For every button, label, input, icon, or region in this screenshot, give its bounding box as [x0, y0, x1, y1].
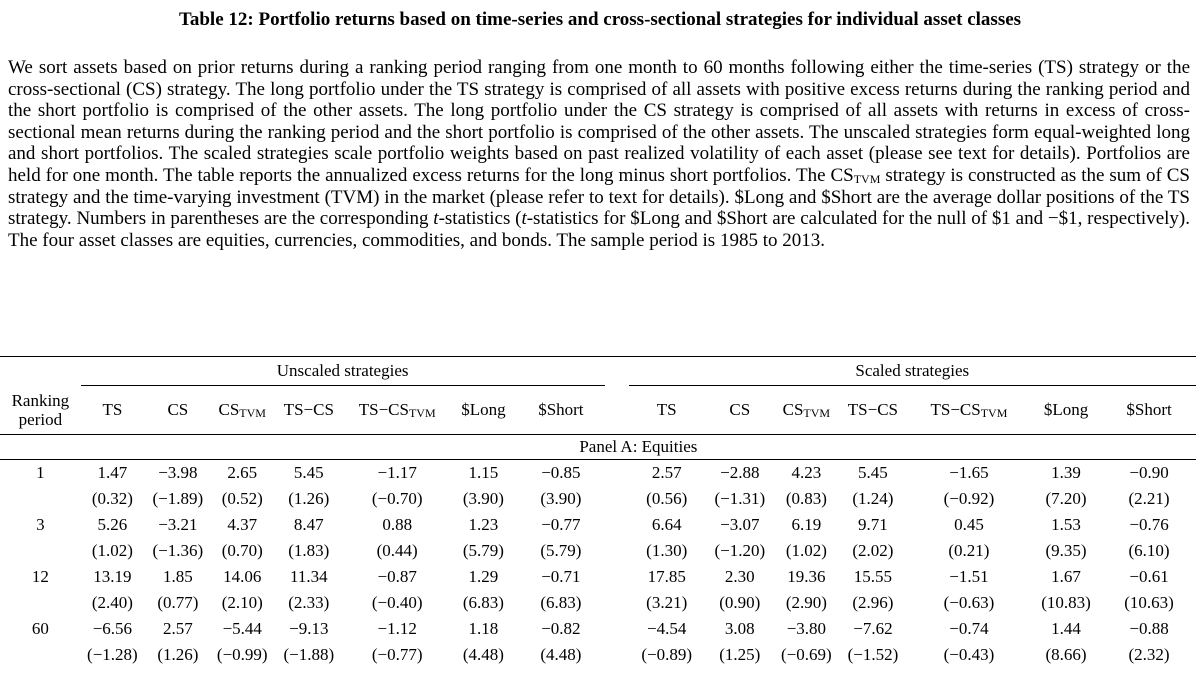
scaled-return-cell: −4.54	[647, 619, 687, 638]
scaled-tstat-cell: (2.02)	[852, 541, 894, 560]
col-cs: CS	[167, 400, 189, 419]
unscaled-tstat-cell: (1.26)	[288, 489, 330, 508]
unscaled-return-cell: 1.15	[468, 463, 499, 482]
col-short: $Short	[538, 400, 584, 419]
col-ts-scaled: TS	[656, 400, 677, 419]
scaled-tstat-cell: (−0.69)	[781, 645, 832, 664]
unscaled-return-cell: −9.13	[289, 619, 329, 638]
scaled-tstat-cell: (1.02)	[785, 541, 827, 560]
scaled-return-cell: 0.45	[954, 515, 984, 534]
scaled-return-cell: 5.45	[858, 463, 888, 482]
scaled-return-cell: 1.67	[1051, 567, 1081, 586]
unscaled-return-cell: −6.56	[92, 619, 133, 638]
ranking-period-header: Ranking period	[11, 390, 70, 429]
col-long: $Long	[461, 400, 506, 419]
panel-label: Panel A: Equities	[81, 435, 1196, 460]
unscaled-return-cell: 5.45	[293, 463, 324, 482]
unscaled-tstat-cell: (−1.28)	[87, 645, 138, 664]
scaled-tstat-cell: (−0.92)	[943, 489, 995, 508]
col-ts-cs-tvm-scaled: $TS-CS_{TVM}$	[930, 400, 1008, 420]
unscaled-tstat-cell: (1.26)	[157, 645, 199, 664]
scaled-return-cell: −7.62	[853, 619, 893, 638]
scaled-return-cell: 6.19	[791, 515, 822, 534]
scaled-return-cell: −2.88	[720, 463, 760, 482]
scaled-return-cell: 1.44	[1051, 619, 1081, 638]
scaled-return-cell: 2.30	[724, 567, 755, 586]
unscaled-tstat-cell: (0.52)	[221, 489, 263, 508]
unscaled-tstat-cell: (−1.88)	[283, 645, 335, 664]
unscaled-return-cell: −0.85	[541, 463, 581, 482]
scaled-tstat-cell: (9.35)	[1045, 541, 1087, 560]
group-unscaled: Unscaled strategies	[81, 357, 605, 386]
unscaled-tstat-cell: (2.40)	[91, 593, 133, 612]
scaled-return-cell: 6.64	[651, 515, 682, 534]
table-row-tstat	[0, 590, 1196, 616]
scaled-return-cell: 4.23	[791, 463, 822, 482]
unscaled-tstat-cell: (−0.77)	[371, 645, 423, 664]
scaled-tstat-cell: (−1.52)	[847, 645, 899, 664]
col-short-scaled: $Short	[1126, 400, 1172, 419]
unscaled-tstat-cell: (4.48)	[462, 645, 504, 664]
scaled-tstat-cell: (8.66)	[1045, 645, 1087, 664]
unscaled-return-cell: −3.21	[158, 515, 198, 534]
scaled-return-cell: −3.07	[720, 515, 760, 534]
unscaled-return-cell: −1.12	[377, 619, 417, 638]
scaled-return-cell: 17.85	[647, 567, 686, 586]
unscaled-tstat-cell: (4.48)	[540, 645, 582, 664]
unscaled-tstat-cell: (0.44)	[376, 541, 418, 560]
scaled-tstat-cell: (−1.20)	[714, 541, 766, 560]
scaled-return-cell: 19.36	[787, 567, 826, 586]
unscaled-tstat-cell: (3.90)	[462, 489, 504, 508]
unscaled-return-cell: 5.26	[97, 515, 128, 534]
unscaled-tstat-cell: (5.79)	[540, 541, 582, 560]
scaled-return-cell: −0.90	[1129, 463, 1169, 482]
unscaled-tstat-cell: (1.83)	[288, 541, 330, 560]
scaled-tstat-cell: (0.90)	[719, 593, 761, 612]
table-caption	[8, 57, 1190, 251]
scaled-return-cell: 9.71	[858, 515, 888, 534]
unscaled-tstat-cell: (0.32)	[91, 489, 133, 508]
scaled-tstat-cell: (10.83)	[1041, 593, 1091, 612]
unscaled-tstat-cell: (−1.36)	[152, 541, 204, 560]
scaled-return-cell: −1.65	[949, 463, 989, 482]
unscaled-return-cell: 2.65	[227, 463, 258, 482]
scaled-tstat-cell: (1.30)	[646, 541, 688, 560]
scaled-tstat-cell: (0.83)	[785, 489, 827, 508]
unscaled-tstat-cell: (2.10)	[221, 593, 263, 612]
unscaled-tstat-cell: (−0.40)	[371, 593, 423, 612]
unscaled-return-cell: 13.19	[93, 567, 132, 586]
unscaled-return-cell: −1.17	[377, 463, 417, 482]
scaled-tstat-cell: (2.90)	[785, 593, 827, 612]
scaled-tstat-cell: (1.25)	[719, 645, 761, 664]
unscaled-return-cell: 1.85	[162, 567, 193, 586]
scaled-tstat-cell: (−0.43)	[943, 645, 995, 664]
unscaled-return-cell: −0.82	[541, 619, 581, 638]
unscaled-tstat-cell: (2.33)	[288, 593, 330, 612]
unscaled-return-cell: −0.87	[377, 567, 417, 586]
scaled-return-cell: 3.08	[724, 619, 755, 638]
col-long-scaled: $Long	[1043, 400, 1089, 419]
scaled-tstat-cell: (−0.63)	[943, 593, 995, 612]
scaled-tstat-cell: (2.21)	[1128, 489, 1170, 508]
scaled-tstat-cell: (0.56)	[646, 489, 688, 508]
scaled-return-cell: −3.80	[786, 619, 827, 638]
ranking-period-cell: 60	[31, 619, 49, 638]
unscaled-return-cell: −3.98	[158, 463, 198, 482]
scaled-return-cell: −0.61	[1129, 567, 1169, 586]
table-row-tstat	[0, 538, 1196, 564]
scaled-tstat-cell: (7.20)	[1045, 489, 1087, 508]
ranking-period-cell: 12	[31, 567, 49, 586]
unscaled-tstat-cell: (0.70)	[221, 541, 263, 560]
scaled-return-cell: −0.76	[1129, 515, 1169, 534]
panel-row	[0, 435, 1196, 460]
unscaled-tstat-cell: (−1.89)	[152, 489, 204, 508]
col-ts-cs-scaled: TS−CS	[847, 400, 899, 419]
scaled-return-cell: −0.88	[1129, 619, 1169, 638]
unscaled-return-cell: 1.47	[97, 463, 128, 482]
unscaled-tstat-cell: (6.83)	[462, 593, 504, 612]
group-header-row	[0, 357, 1196, 386]
scaled-tstat-cell: (6.10)	[1128, 541, 1170, 560]
scaled-return-cell: 1.39	[1051, 463, 1081, 482]
unscaled-return-cell: −5.44	[222, 619, 262, 638]
scaled-tstat-cell: (2.96)	[852, 593, 894, 612]
col-cs-tvm: $CS_{TVM}$	[218, 400, 266, 420]
scaled-tstat-cell: (3.21)	[646, 593, 688, 612]
unscaled-return-cell: −0.77	[541, 515, 581, 534]
unscaled-tstat-cell: (0.77)	[157, 593, 199, 612]
results-table	[0, 356, 1196, 668]
unscaled-tstat-cell: (3.90)	[540, 489, 582, 508]
table-row	[0, 512, 1196, 538]
unscaled-return-cell: 8.47	[293, 515, 324, 534]
col-ts-cs-tvm: $TS-CS_{TVM}$	[358, 400, 436, 420]
unscaled-tstat-cell: (6.83)	[540, 593, 582, 612]
scaled-return-cell: 1.53	[1051, 515, 1081, 534]
unscaled-tstat-cell: (−0.70)	[371, 489, 423, 508]
col-ts: TS	[102, 400, 123, 419]
scaled-tstat-cell: (−1.31)	[714, 489, 766, 508]
scaled-tstat-cell: (1.24)	[852, 489, 894, 508]
col-ts-cs: TS−CS	[283, 400, 334, 419]
table-row	[0, 616, 1196, 642]
unscaled-return-cell: 1.23	[468, 515, 499, 534]
unscaled-tstat-cell: (1.02)	[91, 541, 133, 560]
scaled-return-cell: −1.51	[949, 567, 989, 586]
unscaled-return-cell: 0.88	[382, 515, 413, 534]
scaled-tstat-cell: (2.32)	[1128, 645, 1170, 664]
scaled-tstat-cell: (−0.89)	[641, 645, 693, 664]
scaled-tstat-cell: (0.21)	[948, 541, 990, 560]
unscaled-return-cell: −0.71	[541, 567, 581, 586]
group-scaled: Scaled strategies	[629, 357, 1196, 386]
unscaled-return-cell: 14.06	[223, 567, 262, 586]
scaled-return-cell: −0.74	[949, 619, 989, 638]
unscaled-return-cell: 4.37	[227, 515, 258, 534]
table-row-tstat	[0, 642, 1196, 668]
scaled-return-cell: 15.55	[853, 567, 893, 586]
table-row	[0, 460, 1196, 487]
caption-text: We sort assets based on prior returns during a ranking period ranging from one month to 60 months following either the time-series (TS) strategy or the cross-sectional (CS) strategy. The long portfolio under the TS strategy is comprised of all assets with positive excess returns during the ranking period and the short portfolio is comprised of the other assets. The long portfolio under the CS strategy is comprised of all assets with returns in excess of cross-sectional mean returns during the ranking period and the short portfolio is comprised of the other assets. The unscaled strategies form equal-weighted long and short portfolios. The scaled strategies scale portfolio weights based on past realized volatility of each asset (please see text for details). Portfolios are held for one month. The table reports the annualized excess returns for the long minus short portfolios. The $CS_{TVM}$ strategy is constructed as the sum of CS strategy and the time-varying investment (TVM) in the market (please refer to text for details). $Long and $Short are the average dollar positions of the TS strategy. Numbers in parentheses are the corresponding t-statistics (t-statistics for $Long and $Short are calculated for the null of $1 and −$1, respectively). The four asset classes are equities, currencies, commodities, and bonds. The sample period is 1985 to 2013.	[8, 57, 1190, 251]
unscaled-return-cell: 1.29	[468, 567, 499, 586]
unscaled-return-cell: 1.18	[468, 619, 499, 638]
unscaled-return-cell: 11.34	[289, 567, 328, 586]
unscaled-tstat-cell: (−0.99)	[216, 645, 268, 664]
ranking-period-cell: 3	[36, 515, 45, 534]
unscaled-return-cell: 2.57	[162, 619, 193, 638]
col-cs-tvm-scaled: $CS_{TVM}$	[782, 400, 831, 420]
ranking-period-cell: 1	[36, 463, 45, 482]
col-cs-scaled: CS	[729, 400, 751, 419]
table-row	[0, 564, 1196, 590]
table-row-tstat	[0, 486, 1196, 512]
unscaled-tstat-cell: (5.79)	[462, 541, 504, 560]
scaled-tstat-cell: (10.63)	[1124, 593, 1174, 612]
column-header-row	[0, 386, 1196, 435]
table-title: Table 12: Portfolio returns based on time-series and cross-sectional strategies for individual asset classes	[178, 9, 1022, 30]
scaled-return-cell: 2.57	[651, 463, 682, 482]
